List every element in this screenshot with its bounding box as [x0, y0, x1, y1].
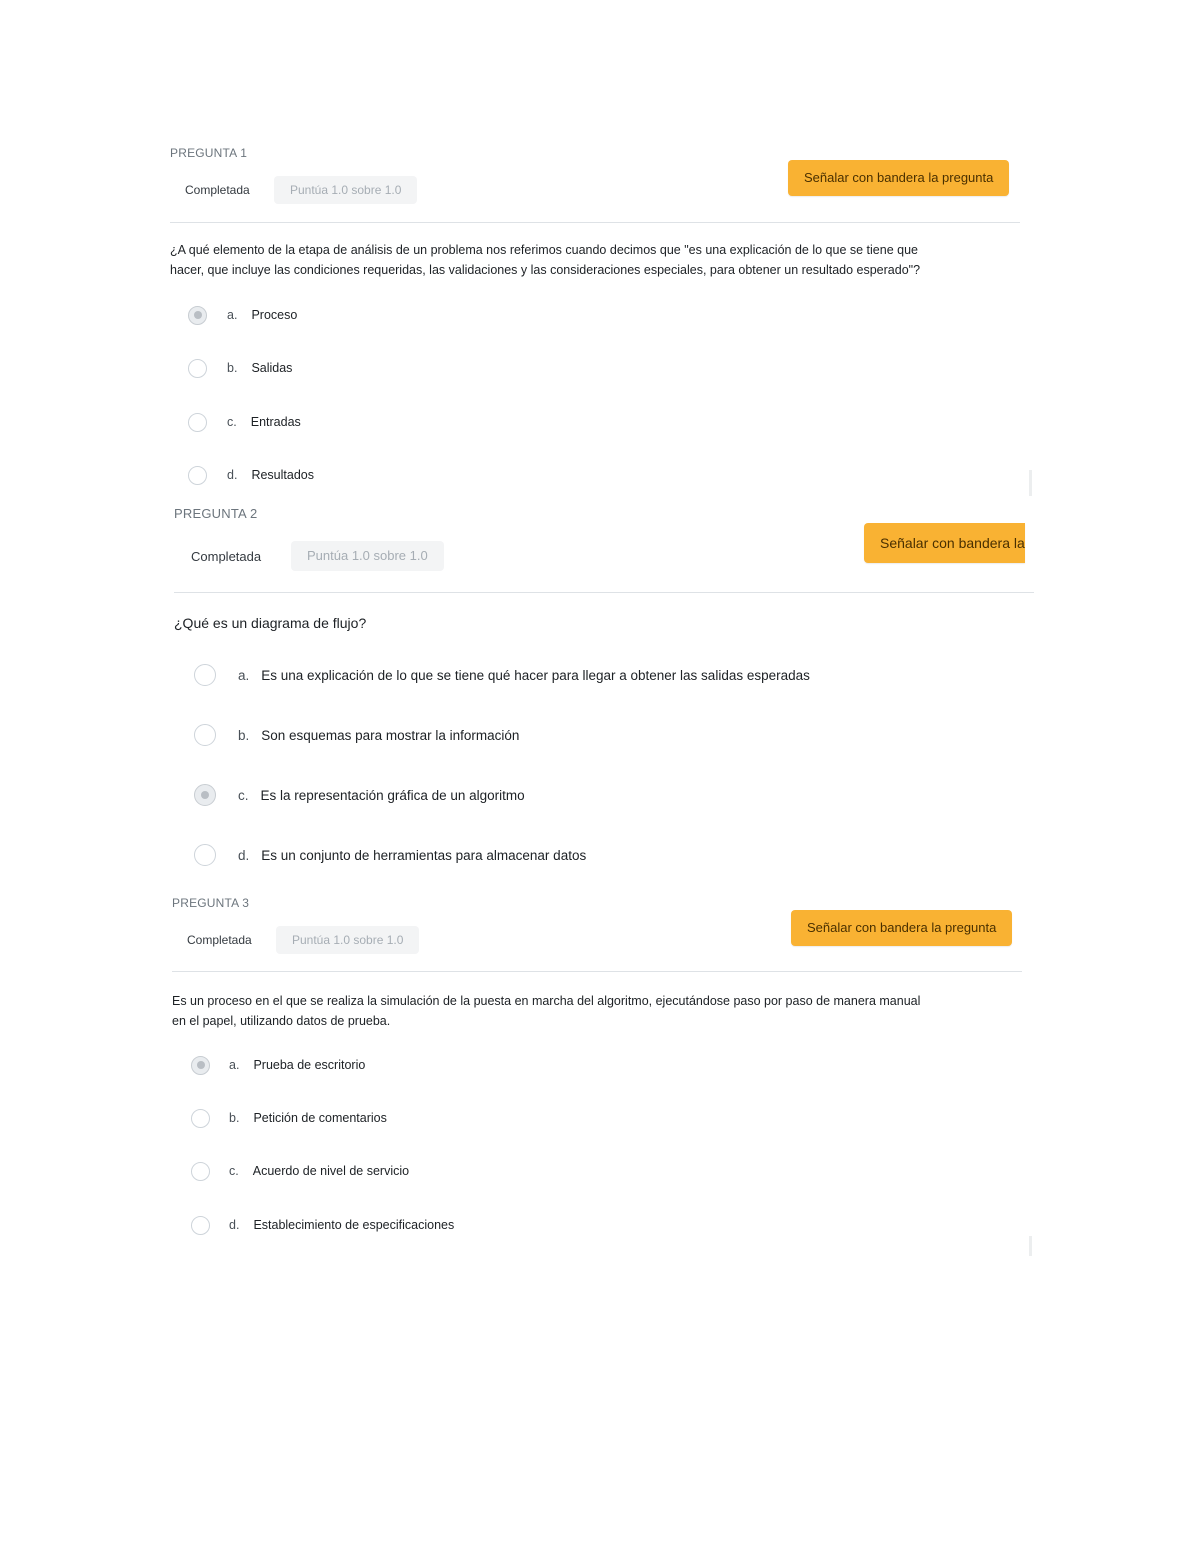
option-a[interactable]: [191, 1053, 365, 1077]
option-text: Prueba de escritorio: [253, 1058, 366, 1072]
radio-button[interactable]: [194, 724, 216, 746]
option-text: Acuerdo de nivel de servicio: [252, 1164, 410, 1178]
status-label: Completada: [191, 549, 262, 564]
option-a[interactable]: [194, 662, 810, 688]
option-text: Es la representación gráfica de un algoritmo: [260, 787, 525, 803]
option-text: Resultados: [251, 468, 314, 482]
radio-button-selected[interactable]: [191, 1056, 210, 1075]
option-text: Proceso: [251, 308, 298, 322]
option-text: Son esquemas para mostrar la información: [261, 727, 520, 743]
flag-question-button[interactable]: Señalar con bandera la: [864, 523, 1025, 563]
option-text: Petición de comentarios: [253, 1111, 387, 1125]
option-b[interactable]: [191, 1106, 387, 1130]
option-letter: b.: [238, 727, 250, 743]
scrollbar-edge: [1029, 470, 1032, 496]
divider: [172, 971, 1022, 972]
option-letter: b.: [229, 1111, 240, 1125]
radio-button[interactable]: [188, 466, 207, 485]
question-text: [174, 613, 366, 633]
question-text-line: ¿A qué elemento de la etapa de análisis de un problema nos referimos cuando decimos que "es una explicación de lo que se tiene que: [170, 243, 918, 257]
radio-button[interactable]: [191, 1109, 210, 1128]
option-letter: c.: [238, 787, 249, 803]
flag-question-button[interactable]: Señalar con bandera la pregunta: [791, 910, 1012, 946]
option-b[interactable]: [188, 356, 292, 380]
flag-question-button[interactable]: Señalar con bandera la pregunta: [788, 160, 1009, 196]
option-c[interactable]: [191, 1159, 409, 1183]
radio-button[interactable]: [194, 664, 216, 686]
option-text: Es una explicación de lo que se tiene qué hacer para llegar a obtener las salidas esperadas: [261, 667, 810, 683]
divider: [174, 592, 1034, 593]
question-text-line: Es un proceso en el que se realiza la simulación de la puesta en marcha del algoritmo, ejecutándose paso por paso de manera manual: [172, 994, 921, 1008]
option-text: Entradas: [250, 415, 301, 429]
scrollbar-edge: [1029, 1236, 1032, 1256]
status-label: Completada: [185, 183, 250, 197]
status-label: Completada: [187, 933, 252, 947]
score-badge: Puntúa 1.0 sobre 1.0: [274, 176, 417, 204]
option-text: Establecimiento de especificaciones: [253, 1218, 455, 1232]
divider: [170, 222, 1020, 223]
score-badge: Puntúa 1.0 sobre 1.0: [276, 926, 419, 954]
option-letter: a.: [229, 1058, 240, 1072]
option-letter: d.: [227, 468, 238, 482]
score-badge: Puntúa 1.0 sobre 1.0: [291, 541, 444, 571]
option-d[interactable]: [191, 1213, 454, 1237]
option-letter: b.: [227, 361, 238, 375]
question-text-line: hacer, que incluye las condiciones requeridas, las validaciones y las consideraciones especiales, para obtener un resultado esperado"?: [170, 263, 921, 277]
radio-button[interactable]: [188, 413, 207, 432]
option-letter: a.: [238, 667, 250, 683]
option-a[interactable]: [188, 303, 297, 327]
question-text: [172, 991, 1024, 1031]
option-d[interactable]: [194, 842, 586, 868]
question-text-line: en el papel, utilizando datos de prueba.: [172, 1014, 391, 1028]
option-letter: c.: [227, 415, 237, 429]
question-1: [170, 146, 1020, 486]
question-number: PREGUNTA 3: [172, 896, 250, 910]
radio-button[interactable]: [191, 1162, 210, 1181]
option-d[interactable]: [188, 463, 314, 487]
option-c[interactable]: [188, 410, 301, 434]
option-letter: d.: [238, 847, 250, 863]
option-b[interactable]: [194, 722, 519, 748]
question-3: [172, 896, 1024, 1241]
option-text: Salidas: [251, 361, 293, 375]
radio-button[interactable]: [188, 359, 207, 378]
option-letter: a.: [227, 308, 238, 322]
option-c[interactable]: [194, 782, 525, 808]
radio-button-selected[interactable]: [188, 306, 207, 325]
radio-button-selected[interactable]: [194, 784, 216, 806]
option-text: Es un conjunto de herramientas para almacenar datos: [261, 847, 587, 863]
question-2: [174, 506, 1034, 876]
question-text-line: ¿Qué es un diagrama de flujo?: [174, 615, 367, 631]
option-letter: d.: [229, 1218, 240, 1232]
radio-button[interactable]: [194, 844, 216, 866]
question-number: PREGUNTA 2: [174, 506, 258, 521]
question-text: [170, 240, 1020, 280]
option-letter: c.: [229, 1164, 239, 1178]
radio-button[interactable]: [191, 1216, 210, 1235]
question-number: PREGUNTA 1: [170, 146, 248, 160]
